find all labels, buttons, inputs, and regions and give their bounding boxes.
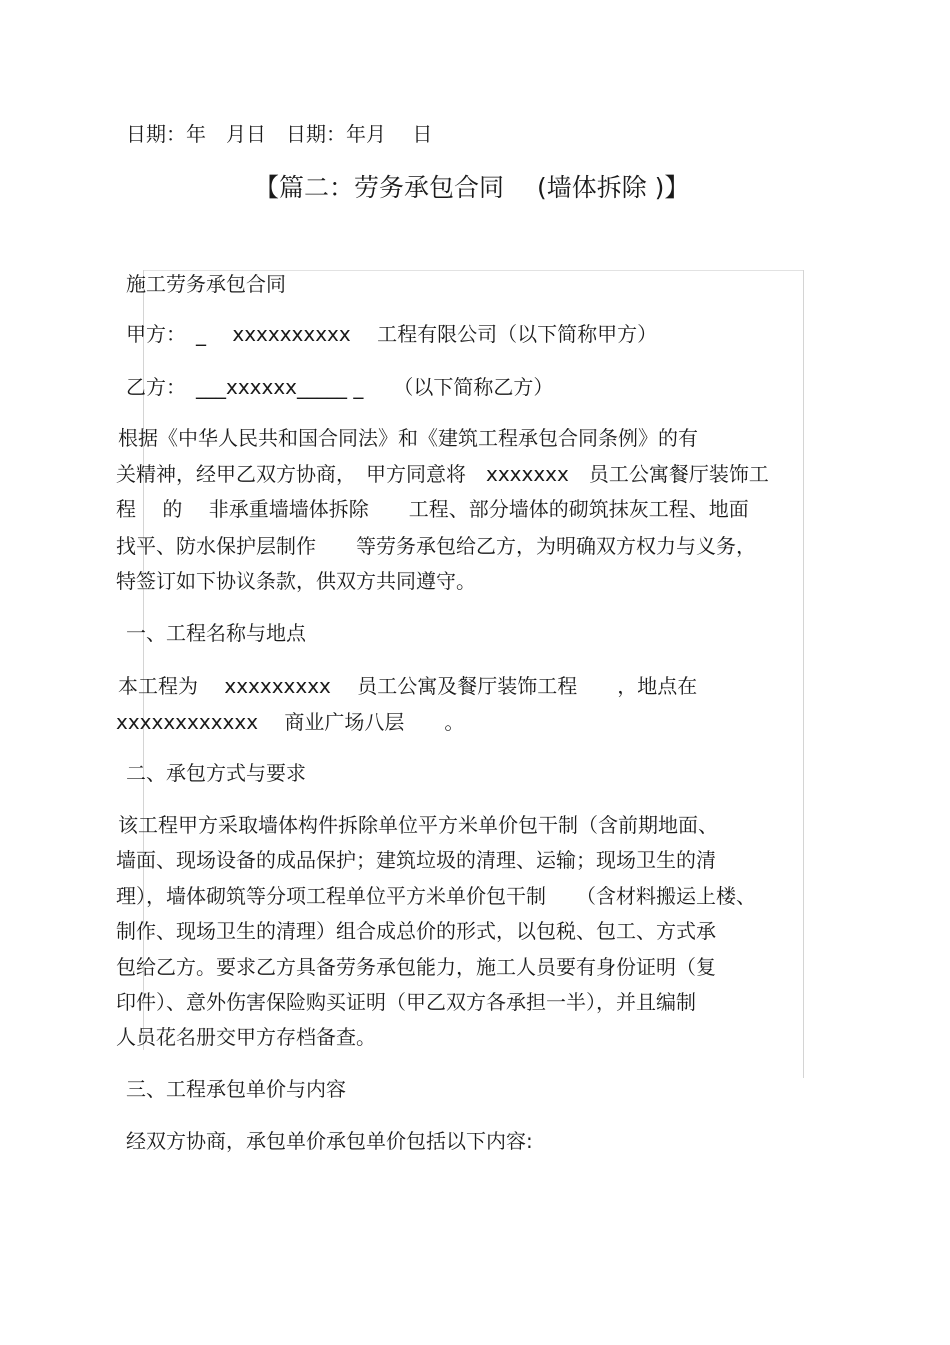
section-3-body: 经双方协商，承包单价承包单价包括以下内容: xyxy=(126,1129,533,1153)
section-3-heading: 三、工程承包单价与内容 xyxy=(126,1077,346,1101)
paragraph-line: 理），墙体砌筑等分项工程单位平方米单价包干制 （含材料搬运上楼、 xyxy=(116,884,756,908)
paragraph-line: 印件）、意外伤害保险购买证明（甲乙双方各承担一半），并且编制 xyxy=(116,990,696,1014)
paragraph-line: 特签订如下协议条款，供双方共同遵守。 xyxy=(116,569,476,593)
paragraph-line: 根据《中华人民共和国合同法》和《建筑工程承包合同条例》的有 xyxy=(118,426,698,450)
contract-title: 施工劳务承包合同 xyxy=(126,272,286,296)
paragraph-line: 该工程甲方采取墙体构件拆除单位平方米单价包干制（含前期地面、 xyxy=(118,813,718,837)
party-b-line: 乙方： ___xxxxxx_____ _ （以下简称乙方） xyxy=(126,375,554,399)
paragraph-line: 包给乙方。要求乙方具备劳务承包能力，施工人员要有身份证明（复 xyxy=(116,955,716,979)
frame-right-line xyxy=(803,270,804,1078)
paragraph-line: 找平、防水保护层制作 等劳务承包给乙方，为明确双方权力与义务， xyxy=(116,534,756,558)
document-title: 【篇二：劳务承包合同 (墙体拆除 )】 xyxy=(254,173,690,202)
paragraph-line: 人员花名册交甲方存档备查。 xyxy=(116,1025,376,1049)
paragraph-line: 程 的 非承重墙墙体拆除 工程、部分墙体的砌筑抹灰工程、地面 xyxy=(116,497,749,521)
frame-top-line xyxy=(143,270,804,271)
paragraph-line: 墙面、现场设备的成品保护；建筑垃圾的清理、运输；现场卫生的清 xyxy=(116,848,716,872)
date-line: 日期：年 月日 日期：年月 日 xyxy=(126,122,433,146)
paragraph-line: xxxxxxxxxxxx 商业广场八层 。 xyxy=(116,710,465,734)
section-1-heading: 一、工程名称与地点 xyxy=(126,621,306,645)
paragraph-line: 关精神，经甲乙双方协商， 甲方同意将 xxxxxxx 员工公寓餐厅装饰工 xyxy=(116,462,769,486)
party-a-line: 甲方： _ xxxxxxxxxx 工程有限公司（以下简称甲方） xyxy=(126,322,658,346)
section-2-heading: 二、承包方式与要求 xyxy=(126,761,306,785)
paragraph-line: 制作、现场卫生的清理）组合成总价的形式，以包税、包工、方式承 xyxy=(116,919,716,943)
paragraph-line: 本工程为 xxxxxxxxx 员工公寓及餐厅装饰工程 ，地点在 xyxy=(118,674,698,698)
